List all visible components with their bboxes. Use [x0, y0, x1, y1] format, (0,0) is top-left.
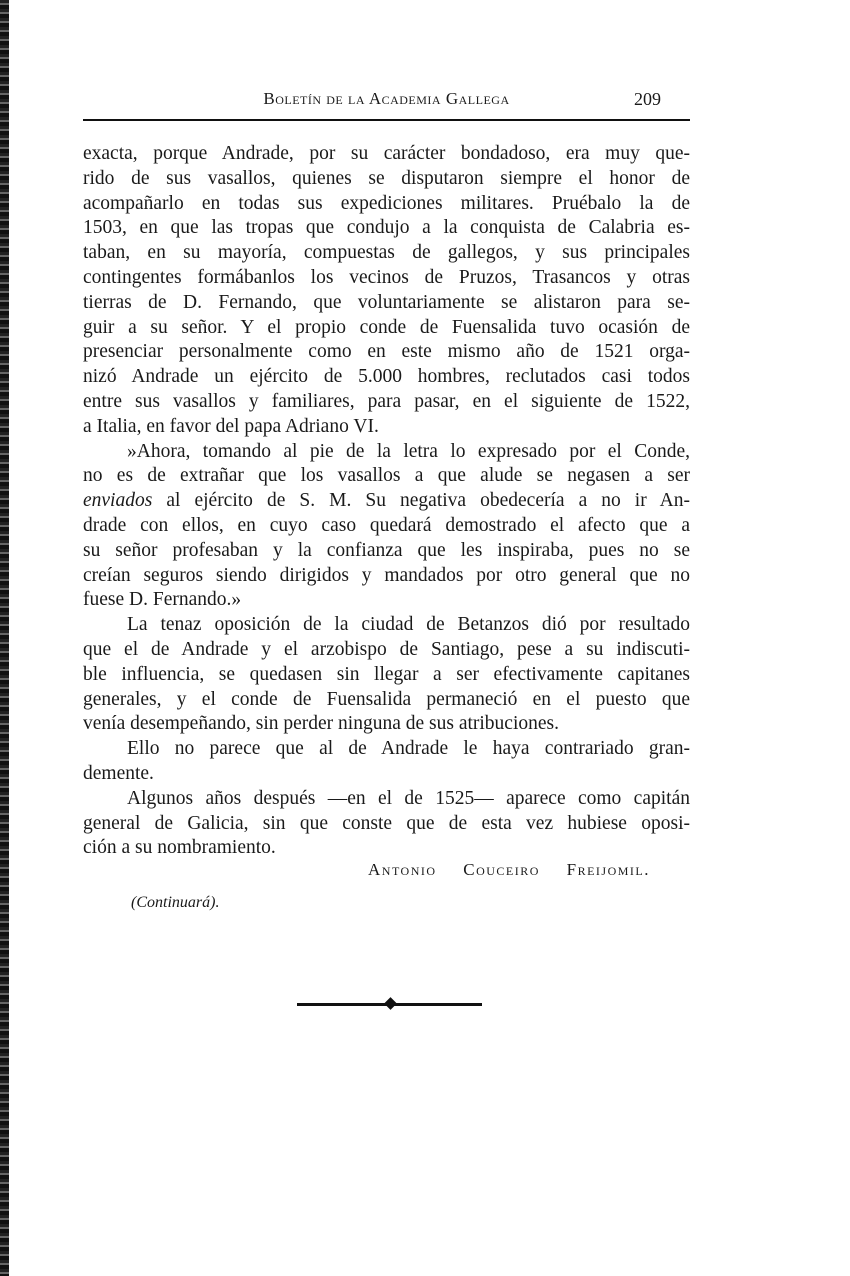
text-line: contingentes formábanlos los vecinos de Pruzos, Trasancos y otras: [83, 266, 690, 288]
text-line: demente.: [83, 762, 154, 784]
text-line: a Italia, en favor del papa Adriano VI.: [83, 415, 379, 437]
text-line: exacta, porque Andrade, por su carácter bondadoso, era muy que-: [83, 143, 690, 164]
text-line: no es de extrañar que los vasallos a que alude se negasen a ser: [83, 465, 690, 487]
text-line: generales, y el conde de Fuensalida permaneció en el puesto que: [83, 688, 690, 710]
italic-word: enviados: [83, 490, 153, 512]
article-body: [83, 142, 690, 861]
text-line: su señor profesaban y la confianza que les inspiraba, pues no se: [83, 539, 690, 561]
text-line: Ello no parece que al de Andrade le haya contrariado gran-: [127, 738, 690, 760]
text-line: La tenaz oposición de la ciudad de Betanzos dió por resultado: [127, 614, 690, 636]
text-line: ble influencia, se quedasen sin llegar a ser efectivamente capitanes: [83, 663, 690, 685]
page-number: 209: [634, 89, 661, 109]
text-line: nizó Andrade un ejército de 5.000 hombres, reclutados casi todos: [83, 366, 690, 388]
text-line: que el de Andrade y el arzobispo de Santiago, pese a su indiscuti-: [83, 638, 690, 660]
text-line: creían seguros siendo dirigidos y mandados por otro general que no: [83, 564, 690, 586]
text-line: taban, en su mayoría, compuestas de gallegos, y sus principales: [83, 242, 690, 264]
text-line: »Ahora, tomando al pie de la letra lo expresado por el Conde,: [127, 440, 690, 462]
author-signature: Antonio Couceiro Freijomil.: [368, 860, 650, 879]
text-line-rest: al ejército de S. M. Su negativa obedecería a no ir An-: [152, 490, 690, 512]
running-header-title: Boletín de la Academia Gallega: [263, 89, 510, 108]
text-line: [83, 489, 690, 514]
text-line: guir a su señor. Y el propio conde de Fuensalida tuvo ocasión de: [83, 316, 690, 338]
text-line: ción a su nombramiento.: [83, 837, 276, 859]
text-line: drade con ellos, en cuyo caso quedará demostrado el afecto que a: [83, 514, 690, 536]
text-line: general de Galicia, sin que conste que de esta vez hubiese oposi-: [83, 812, 690, 834]
text-line: entre sus vasallos y familiares, para pasar, en el siguiente de 1522,: [83, 390, 690, 412]
header-rule: [83, 119, 690, 121]
continued-note: (Continuará).: [131, 894, 220, 911]
text-line: rido de sus vasallos, quienes se disputaron siempre el honor de: [83, 167, 690, 189]
text-line: Algunos años después —en el de 1525— aparece como capitán: [127, 787, 690, 809]
ornament-diamond-icon: [384, 997, 397, 1010]
text-line: tierras de D. Fernando, que voluntariamente se alistaron para se-: [83, 291, 690, 313]
text-line: fuese D. Fernando.»: [83, 589, 242, 611]
text-line: presenciar personalmente como en este mismo año de 1521 orga-: [83, 341, 690, 363]
text-line: venía desempeñando, sin perder ninguna de sus atribuciones.: [83, 713, 559, 735]
text-line: acompañarlo en todas sus expediciones militares. Pruébalo la de: [83, 192, 690, 214]
text-line: 1503, en que las tropas que condujo a la conquista de Calabria es-: [83, 217, 690, 239]
book-binding-edge: [0, 0, 9, 1276]
